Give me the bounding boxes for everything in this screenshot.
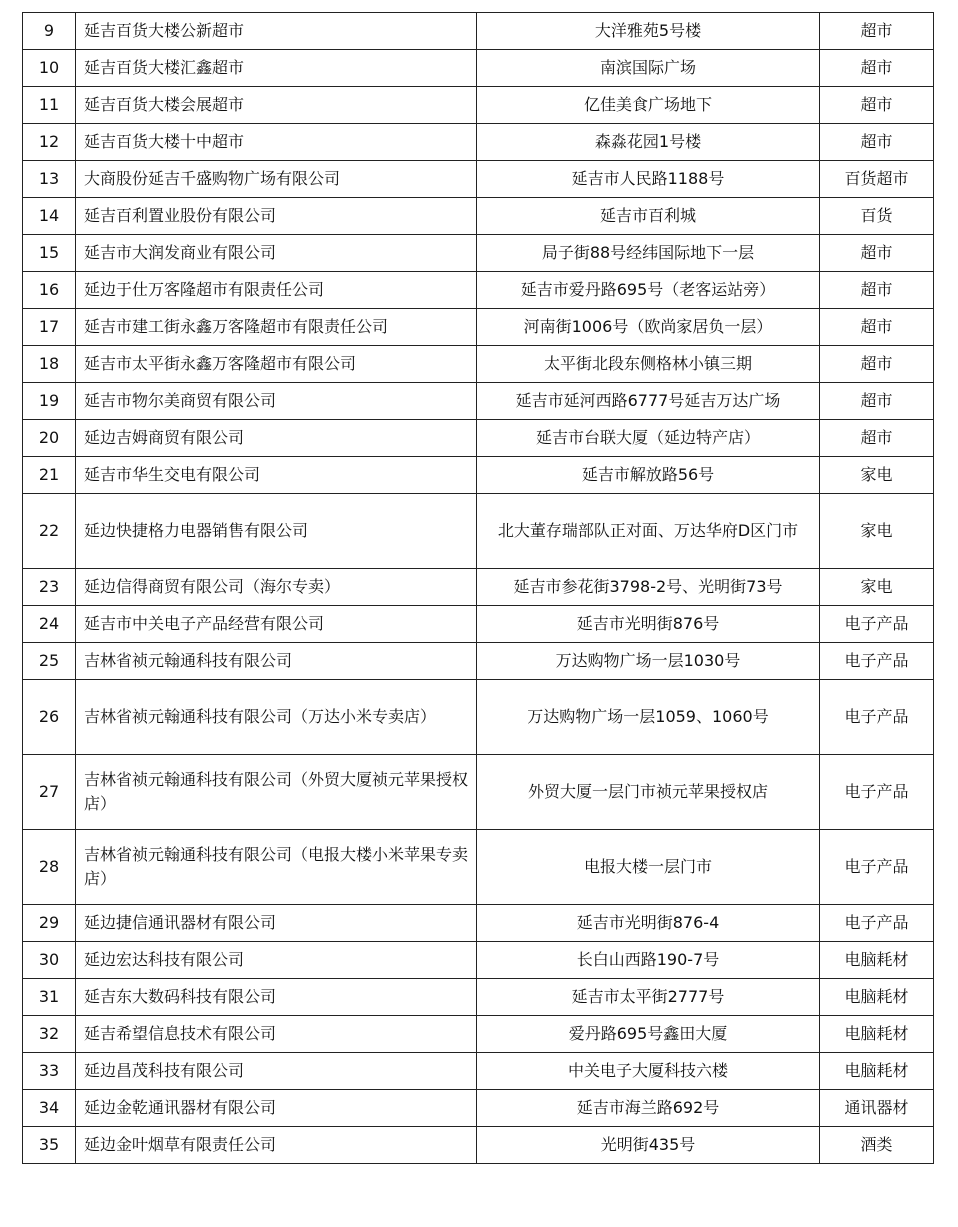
merchant-address: 延吉市爱丹路695号（老客运站旁） <box>477 272 820 309</box>
table-row <box>23 198 934 235</box>
merchant-name: 延吉市太平街永鑫万客隆超市有限公司 <box>76 346 477 383</box>
row-number: 13 <box>23 161 76 198</box>
merchant-category: 电脑耗材 <box>820 1016 934 1053</box>
row-number: 21 <box>23 457 76 494</box>
table-row <box>23 161 934 198</box>
merchant-address: 延吉市参花街3798-2号、光明街73号 <box>477 569 820 606</box>
merchant-address: 电报大楼一层门市 <box>477 830 820 905</box>
row-number: 19 <box>23 383 76 420</box>
merchant-name: 延吉市中关电子产品经营有限公司 <box>76 606 477 643</box>
row-number: 22 <box>23 494 76 569</box>
merchant-name: 延边于仕万客隆超市有限责任公司 <box>76 272 477 309</box>
row-number: 33 <box>23 1053 76 1090</box>
merchant-name: 延边信得商贸有限公司（海尔专卖） <box>76 569 477 606</box>
merchant-category: 超市 <box>820 87 934 124</box>
table-row <box>23 383 934 420</box>
table-row <box>23 942 934 979</box>
merchant-name: 吉林省祯元翰通科技有限公司（电报大楼小米苹果专卖店） <box>76 830 477 905</box>
table-row <box>23 755 934 830</box>
merchant-category: 电子产品 <box>820 680 934 755</box>
row-number: 26 <box>23 680 76 755</box>
merchant-address: 延吉市光明街876号 <box>477 606 820 643</box>
merchant-category: 超市 <box>820 124 934 161</box>
merchant-name: 延边金叶烟草有限责任公司 <box>76 1127 477 1164</box>
merchant-category: 电子产品 <box>820 755 934 830</box>
row-number: 11 <box>23 87 76 124</box>
merchant-name: 吉林省祯元翰通科技有限公司（外贸大厦祯元苹果授权店） <box>76 755 477 830</box>
table-row <box>23 50 934 87</box>
table-row <box>23 643 934 680</box>
merchant-address: 延吉市海兰路692号 <box>477 1090 820 1127</box>
merchant-category: 家电 <box>820 569 934 606</box>
row-number: 18 <box>23 346 76 383</box>
row-number: 16 <box>23 272 76 309</box>
merchant-name: 延吉百货大楼公新超市 <box>76 13 477 50</box>
row-number: 28 <box>23 830 76 905</box>
merchant-name: 延吉百货大楼汇鑫超市 <box>76 50 477 87</box>
row-number: 9 <box>23 13 76 50</box>
merchant-category: 电子产品 <box>820 905 934 942</box>
table-row <box>23 606 934 643</box>
merchant-name: 延边吉姆商贸有限公司 <box>76 420 477 457</box>
row-number: 29 <box>23 905 76 942</box>
row-number: 17 <box>23 309 76 346</box>
row-number: 14 <box>23 198 76 235</box>
merchant-address: 外贸大厦一层门市祯元苹果授权店 <box>477 755 820 830</box>
merchant-category: 超市 <box>820 383 934 420</box>
merchant-name: 延吉百货大楼十中超市 <box>76 124 477 161</box>
table-row <box>23 309 934 346</box>
merchant-address: 大洋雅苑5号楼 <box>477 13 820 50</box>
merchant-address: 光明街435号 <box>477 1127 820 1164</box>
merchant-address: 延吉市人民路1188号 <box>477 161 820 198</box>
table-row <box>23 124 934 161</box>
merchant-category: 电子产品 <box>820 606 934 643</box>
row-number: 34 <box>23 1090 76 1127</box>
merchant-name: 延吉市华生交电有限公司 <box>76 457 477 494</box>
row-number: 27 <box>23 755 76 830</box>
merchant-address: 万达购物广场一层1030号 <box>477 643 820 680</box>
merchant-address: 太平街北段东侧格林小镇三期 <box>477 346 820 383</box>
merchant-name: 延吉百利置业股份有限公司 <box>76 198 477 235</box>
merchant-name: 延边昌茂科技有限公司 <box>76 1053 477 1090</box>
merchant-address: 延吉市延河西路6777号延吉万达广场 <box>477 383 820 420</box>
table-row <box>23 1090 934 1127</box>
merchant-category: 家电 <box>820 457 934 494</box>
merchant-address: 南滨国际广场 <box>477 50 820 87</box>
row-number: 15 <box>23 235 76 272</box>
table-row <box>23 680 934 755</box>
merchant-name: 吉林省祯元翰通科技有限公司 <box>76 643 477 680</box>
merchant-category: 超市 <box>820 346 934 383</box>
merchant-name: 延边快捷格力电器销售有限公司 <box>76 494 477 569</box>
table-row <box>23 457 934 494</box>
merchant-address: 延吉市光明街876-4 <box>477 905 820 942</box>
merchant-name: 延吉希望信息技术有限公司 <box>76 1016 477 1053</box>
row-number: 23 <box>23 569 76 606</box>
table-row <box>23 979 934 1016</box>
merchant-category: 超市 <box>820 13 934 50</box>
table-row <box>23 272 934 309</box>
merchant-name: 延吉市大润发商业有限公司 <box>76 235 477 272</box>
row-number: 24 <box>23 606 76 643</box>
row-number: 30 <box>23 942 76 979</box>
table-row <box>23 235 934 272</box>
table-row <box>23 1016 934 1053</box>
row-number: 12 <box>23 124 76 161</box>
merchant-category: 超市 <box>820 272 934 309</box>
table-row <box>23 830 934 905</box>
merchant-address: 亿佳美食广场地下 <box>477 87 820 124</box>
merchant-table-body <box>23 13 934 1164</box>
merchant-category: 超市 <box>820 50 934 87</box>
merchant-category: 电脑耗材 <box>820 979 934 1016</box>
merchant-name: 延吉百货大楼会展超市 <box>76 87 477 124</box>
merchant-name: 延吉市建工街永鑫万客隆超市有限责任公司 <box>76 309 477 346</box>
merchant-address: 森淼花园1号楼 <box>477 124 820 161</box>
row-number: 35 <box>23 1127 76 1164</box>
merchant-category: 电子产品 <box>820 643 934 680</box>
merchant-category: 超市 <box>820 235 934 272</box>
merchant-category: 酒类 <box>820 1127 934 1164</box>
table-row <box>23 1053 934 1090</box>
merchant-category: 电子产品 <box>820 830 934 905</box>
merchant-name: 大商股份延吉千盛购物广场有限公司 <box>76 161 477 198</box>
merchant-address: 万达购物广场一层1059、1060号 <box>477 680 820 755</box>
merchant-name: 延边宏达科技有限公司 <box>76 942 477 979</box>
merchant-address: 延吉市太平街2777号 <box>477 979 820 1016</box>
merchant-address: 局子街88号经纬国际地下一层 <box>477 235 820 272</box>
merchant-name: 延吉市物尔美商贸有限公司 <box>76 383 477 420</box>
merchant-address: 河南街1006号（欧尚家居负一层） <box>477 309 820 346</box>
table-row <box>23 905 934 942</box>
merchant-category: 超市 <box>820 420 934 457</box>
row-number: 32 <box>23 1016 76 1053</box>
merchant-address: 中关电子大厦科技六楼 <box>477 1053 820 1090</box>
row-number: 31 <box>23 979 76 1016</box>
table-row <box>23 1127 934 1164</box>
merchant-category: 超市 <box>820 309 934 346</box>
merchant-address: 延吉市解放路56号 <box>477 457 820 494</box>
table-row <box>23 87 934 124</box>
merchant-name: 延边捷信通讯器材有限公司 <box>76 905 477 942</box>
merchant-address: 北大董存瑞部队正对面、万达华府D区门市 <box>477 494 820 569</box>
merchant-table <box>22 12 934 1164</box>
merchant-address: 延吉市百利城 <box>477 198 820 235</box>
merchant-name: 延边金乾通讯器材有限公司 <box>76 1090 477 1127</box>
table-row <box>23 494 934 569</box>
table-row <box>23 13 934 50</box>
merchant-category: 电脑耗材 <box>820 1053 934 1090</box>
table-row <box>23 346 934 383</box>
merchant-address: 长白山西路190-7号 <box>477 942 820 979</box>
merchant-name: 吉林省祯元翰通科技有限公司（万达小米专卖店） <box>76 680 477 755</box>
merchant-category: 电脑耗材 <box>820 942 934 979</box>
merchant-category: 百货超市 <box>820 161 934 198</box>
table-row <box>23 569 934 606</box>
merchant-category: 通讯器材 <box>820 1090 934 1127</box>
merchant-address: 延吉市台联大厦（延边特产店） <box>477 420 820 457</box>
row-number: 10 <box>23 50 76 87</box>
merchant-name: 延吉东大数码科技有限公司 <box>76 979 477 1016</box>
table-row <box>23 420 934 457</box>
row-number: 25 <box>23 643 76 680</box>
merchant-address: 爱丹路695号鑫田大厦 <box>477 1016 820 1053</box>
row-number: 20 <box>23 420 76 457</box>
merchant-category: 百货 <box>820 198 934 235</box>
merchant-category: 家电 <box>820 494 934 569</box>
